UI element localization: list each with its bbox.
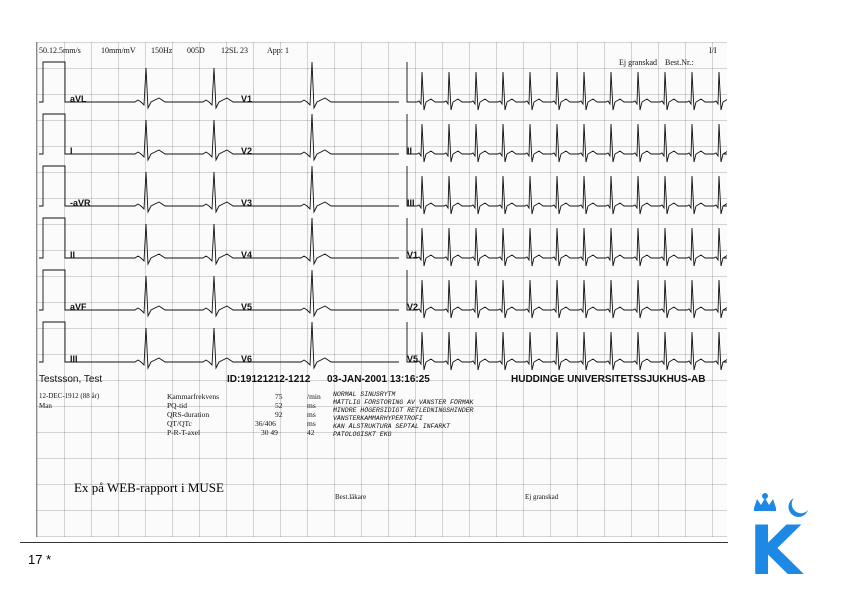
ecg-lead-trace — [39, 270, 399, 316]
rhythm-lead-label: V1 — [407, 250, 419, 260]
ecg-lead-trace — [39, 322, 399, 368]
lead-label: V4 — [241, 250, 253, 260]
page-number: 17 * — [28, 552, 52, 567]
order-number-label: Best.Nr.: — [665, 58, 694, 67]
lead-label: V3 — [241, 198, 253, 208]
rhythm-lead-label: V2 — [407, 302, 419, 312]
lead-label: V2 — [241, 146, 253, 156]
lead-label: V6 — [241, 354, 253, 364]
app-label: App: 1 — [267, 46, 289, 55]
patient-sex: Man — [39, 402, 52, 410]
ecg-rhythm-trace — [407, 270, 727, 318]
page-mark: I/I — [709, 46, 717, 55]
lead-label: -aVR — [70, 198, 91, 208]
lead-label: III — [70, 354, 78, 364]
hospital-name: HUDDINGE UNIVERSITETSSJUKHUS-AB — [511, 374, 706, 385]
ecg-rhythm-trace — [407, 62, 727, 110]
interpretation-line: KAN ÅLSTRUKTURA SEPTAL INFARKT — [333, 423, 451, 430]
device-code: 005D — [187, 46, 205, 55]
slide-caption: Ex på WEB-rapport i MUSE — [74, 480, 224, 495]
ecg-rhythm-trace — [407, 114, 727, 162]
lead-label: II — [70, 250, 76, 260]
ecg-rhythm-trace — [407, 218, 727, 266]
interpretation-line: VÄNSTERKAMMARHYPERTROFI — [333, 415, 423, 422]
lead-label: V1 — [241, 94, 253, 104]
not-reviewed-signature: Ej granskad — [525, 493, 559, 501]
interpretation-line: NORMAL SINUSRYTM — [333, 391, 396, 398]
ecg-rhythm-trace — [407, 322, 727, 370]
logo-letter: K — [749, 512, 802, 578]
gain: 10mm/mV — [101, 46, 136, 55]
karolinska-logo — [746, 486, 816, 583]
patient-dob: 12-DEC-1912 (88 år) — [39, 392, 100, 400]
rhythm-lead-label: III — [407, 198, 415, 208]
rhythm-lead-label: V5 — [407, 354, 419, 364]
program-code: 12SL 23 — [221, 46, 249, 55]
patient-id: ID:19121212-1212 — [227, 374, 311, 385]
footer-divider — [20, 542, 728, 543]
lead-label: I — [70, 146, 73, 156]
rhythm-lead-label: II — [407, 146, 413, 156]
ecg-lead-trace — [39, 218, 399, 264]
interpretation-line: MÅTTLIG FÖRSTORING AV VÄNSTER FÖRMAK — [333, 399, 474, 406]
lead-label: aVF — [70, 302, 87, 312]
ecg-lead-trace — [39, 62, 399, 108]
ecg-lead-trace — [39, 114, 399, 160]
filter: 150Hz — [151, 46, 173, 55]
physician-label: Best.läkare — [335, 493, 367, 501]
interpretation-line: PATOLOGISKT EKG — [333, 431, 392, 438]
ecg-lead-trace — [39, 166, 399, 212]
interpretation-line: MINDRE HÖGERSIDIGT RETLEDNINGSHINDER — [333, 407, 474, 414]
ecg-rhythm-trace — [407, 166, 727, 214]
not-reviewed-label: Ej granskad — [619, 58, 657, 67]
paper-speed: 50.12.5mm/s — [39, 46, 81, 55]
lead-label: aVL — [70, 94, 87, 104]
lead-label: V5 — [241, 302, 253, 312]
recording-date: 03-JAN-2001 13:16:25 — [327, 374, 430, 385]
patient-name: Testsson, Test — [39, 374, 103, 385]
ecg-tracings — [37, 42, 727, 382]
ecg-report-scan: 50.12.5mm/s 10mm/mV 150Hz 005D 12SL 23 App: 1 Ej granskad Best.Nr.: I/I aVL I -aVR II aVF III V1 V2 V3 V4 V5 V6 II III V1 V2 V5 Testsson, Test ID:19121212-1212 03-JAN-2001 13:16:25 HUDDINGE UNIVERSITETSSJUKHUS-AB 12-DEC-1912 (88 år) Man Kammarfrekvens 75 /min PQ-tid 52 ms QRS-duration 92 ms QT/QTc 36/406 ms P-R-T-axel 30 49 42 NORMAL SINUSRYTM MÅTTLIG FÖRSTORING AV VÄNSTER FÖRMAK MINDRE HÖGERSIDIGT RETLEDNINGSHINDER VÄNSTERKAMMARHYPERTROFI KAN ÅLSTRUKTURA SEPTAL INFARKT PATOLOGISKT EKG Best.läkare Ej granskad — [36, 42, 727, 537]
